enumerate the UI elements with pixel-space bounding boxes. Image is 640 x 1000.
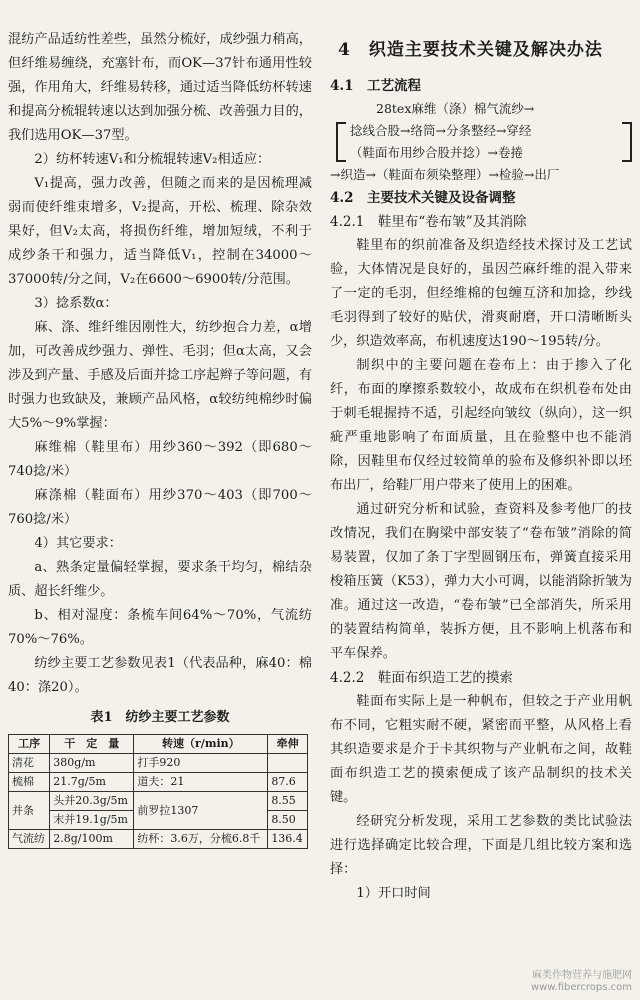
- paragraph: 通过研究分析和试验，查资料及参考他厂的技改情况，我们在胸梁中部安装了“卷布皱”消除的简易装置，仅加了条丁字型圆钢压布，弹簧直接采用梭箱压簧（K53），弹力大小可调，以能消除折皱为准。通过这一改造，“卷布皱”已全部消失，所采用的装置结构简单，装拆方便，且不影响上机落布和平车保养。: [330, 502, 632, 661]
- flow-bracket-content: [350, 120, 618, 164]
- right-column: [330, 28, 632, 906]
- paragraph: 1）开口时间: [356, 886, 431, 901]
- table-row: [9, 830, 308, 849]
- paragraph: 鞋面布实际上是一种帆布，但较之于产业用帆布不同，它粗实耐不硬，紧密而平整，从风格上看其织造要求是介于卡其织物与产业帆布之间，故鞋面布织造工艺的摸索便成了该产品制织的技术关键。: [330, 694, 632, 805]
- flow-line: 捻线合股→络筒→分条整经→穿经: [350, 123, 532, 138]
- table-cell: 纺杯：3.6万，分梳6.8千: [134, 830, 268, 849]
- table-cell: 前罗拉1307: [134, 792, 268, 830]
- paragraph: 麻维棉（鞋里布）用纱360～392（即680～740捻/米）: [8, 440, 312, 479]
- watermark-line: 麻类作物营养与施肥网: [532, 970, 632, 981]
- table-cell: 头并20.3g/5m: [50, 792, 134, 811]
- table-cell: 380g/m: [50, 754, 134, 773]
- table-row: [9, 792, 308, 811]
- subsection-heading: 4.1 工艺流程: [330, 78, 421, 94]
- paragraph: 麻涤棉（鞋面布）用纱370～403（即700～760捻/米）: [8, 488, 312, 527]
- table-cell: 87.6: [268, 773, 308, 792]
- paragraph: 制织中的主要问题在卷布上：由于掺入了化纤，布面的摩擦系数较小，故成布在织机卷布处由于刺毛辊握持不适，引起经向皱纹（纵向），这一织疵严重地影响了布面质量，且在验整中也不能消除，因鞋里布仅经过较简单的验布及修织补即以坯布出厂，给鞋厂用户带来了使用上的困难。: [330, 358, 632, 493]
- table-cell: 清花: [9, 754, 50, 773]
- table-header: 干 定 量: [50, 735, 134, 754]
- paragraph: b、相对湿度：条梳车间64%～70%，气流纺70%～76%。: [8, 608, 312, 647]
- table-cell: 气流纺: [9, 830, 50, 849]
- table-cell: 并条: [9, 792, 50, 830]
- subsection-heading: 4.2 主要技术关键及设备调整: [330, 190, 516, 206]
- flow-bracket-group: [330, 120, 632, 164]
- subsection-heading: 4.2.1 鞋里布“卷布皱”及其消除: [330, 214, 527, 230]
- paragraph: 经研究分析发现，采用工艺参数的类比试验法进行选择确定比较合理，下面是几组比较方案和选择：: [330, 814, 632, 877]
- paragraph: 纺纱主要工艺参数见表1（代表品种，麻40：棉40：涤20）。: [8, 656, 312, 695]
- watermark-line: www.fibercrops.com: [530, 982, 632, 993]
- left-column: [8, 28, 312, 849]
- table-cell: 8.55: [268, 792, 308, 811]
- process-parameter-table: [8, 734, 308, 849]
- section-heading: 4 织造主要技术关键及解决办法: [338, 40, 603, 60]
- paragraph: 麻、涤、维纤维因刚性大，纺纱抱合力差，α增加，可改善成纱强力、弹性、毛羽；但α太高，又会涉及到产量、手感及后面并捻工序起辫子等问题，有时强力也致缺及，兼顾产品风格，α较纺纯棉纱时偏大5%～9%掌握：: [8, 320, 312, 431]
- table-header: 转速（r/min）: [134, 735, 268, 754]
- table-cell: 末并19.1g/5m: [50, 811, 134, 830]
- flow-line: →织造→（鞋面布须染整理）→检验→出厂: [330, 167, 560, 182]
- table-cell: 2.8g/100m: [50, 830, 134, 849]
- paragraph: 2）纺杯转速V₁和分梳辊转速V₂相适应：: [34, 152, 271, 167]
- process-flow: [330, 98, 632, 186]
- table-cell: [268, 754, 308, 773]
- table-cell: 21.7g/5m: [50, 773, 134, 792]
- table-row: [9, 773, 308, 792]
- flow-line: （鞋面布用纱合股并捻）→卷捲: [350, 145, 523, 160]
- paragraph: 4）其它要求：: [34, 536, 122, 551]
- table-row: [9, 754, 308, 773]
- table-cell: 梳棉: [9, 773, 50, 792]
- flow-line: 28tex麻维（涤）棉气流纱→: [376, 101, 535, 116]
- paragraph: 鞋里布的织前准备及织造经技术探讨及工艺试验，大体情况是良好的，虽因苎麻纤维的混入带来了一定的毛羽，但经维棉的包缠互济和加捻，纱线毛羽得到了较好的贴伏，滑爽耐磨，开口清晰断头少，织造效率高，布机速度达190～195转/分。: [330, 238, 632, 349]
- right-bracket: [622, 122, 632, 162]
- table-cell: 8.50: [268, 811, 308, 830]
- table-cell: 打手920: [134, 754, 268, 773]
- table-header: 工序: [9, 735, 50, 754]
- watermark: [531, 970, 632, 994]
- table-cell: 136.4: [268, 830, 308, 849]
- table-cell: 道夫：21: [134, 773, 268, 792]
- paragraph: 混纺产品适纺性差些，虽然分梳好，成纱强力稍高，但纤维易缠绕，充塞针布，而OK—37针布通用性较强，作用角大，纤维易转移，通过适当降低纺杯转速和提高分梳辊转速以达到加强分梳、改善强力目的，我们选用OK—37型。: [8, 32, 312, 143]
- paragraph: 3）捻系数α：: [34, 296, 118, 311]
- subsection-heading: 4.2.2 鞋面布织造工艺的摸索: [330, 670, 513, 686]
- table-header: 牵伸: [268, 735, 308, 754]
- left-bracket: [336, 122, 346, 162]
- paragraph: a、熟条定量偏轻掌握，要求条干均匀，棉结杂质、超长纤维少。: [8, 560, 312, 599]
- paragraph: V₁提高，强力改善，但随之而来的是因梳理减弱而使纤维束增多，V₂提高，开松、梳理、除杂效果好，但V₂太高，将损伤纤维，增加短绒，不利于成纱条干和强力，适当降低V₁，控制在34000～37000转/分之间，V₂在6600～6900转/分范围。: [8, 176, 312, 287]
- table-header-row: [9, 735, 308, 754]
- table-caption: 表1 纺纱主要工艺参数: [90, 710, 230, 725]
